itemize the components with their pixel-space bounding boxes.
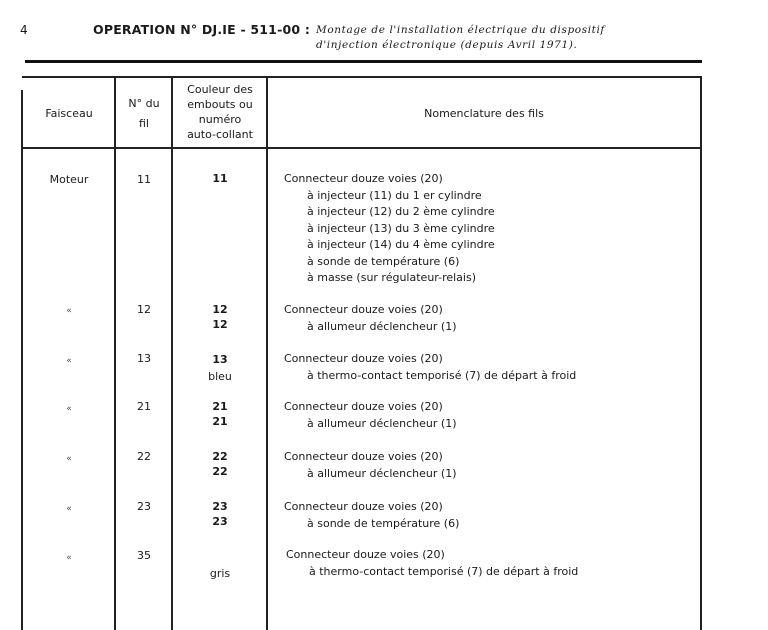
couleur-cell: gris: [209, 567, 231, 580]
couleur-line4: auto-collant: [187, 128, 253, 141]
connector-label: Connecteur douze voies (20): [284, 450, 443, 463]
destination-line: à allumeur déclencheur (1): [307, 466, 457, 480]
couleur-cell: [173, 399, 267, 429]
faisceau-ditto-mark: «: [66, 504, 72, 514]
num-fil-line1: N° du: [128, 97, 160, 110]
connector-label: Connecteur douze voies (20): [284, 172, 443, 185]
destination-line: à allumeur déclencheur (1): [307, 416, 457, 430]
nomenclature-cell: [284, 399, 457, 432]
couleur-line2: embouts ou: [187, 98, 253, 111]
couleur-value: 23: [212, 500, 228, 513]
destination-line: à sonde de température (6): [307, 254, 460, 268]
couleur-value: 12: [212, 318, 228, 331]
fil-cell: 13: [137, 352, 151, 365]
couleur-cell: [173, 351, 267, 385]
couleur-line1: Couleur des: [187, 83, 253, 96]
destination-line: à injecteur (11) du 1 er cylindre: [307, 188, 482, 202]
destination-line: à injecteur (13) du 3 ème cylindre: [307, 221, 495, 235]
couleur-cell: [173, 499, 267, 529]
connector-label: Connecteur douze voies (20): [284, 352, 443, 365]
fil-cell: 23: [137, 500, 151, 513]
faisceau-cell: Moteur: [49, 173, 89, 186]
couleur-value: 12: [212, 303, 228, 316]
couleur-value: 22: [212, 465, 228, 478]
header-bottom-border: [22, 147, 702, 149]
couleur-value: 13: [212, 353, 228, 366]
destination-line: à thermo-contact temporisé (7) de départ à froid: [309, 564, 579, 578]
page-number: 4: [20, 23, 28, 37]
faisceau-ditto-mark: «: [66, 306, 72, 316]
fil-cell: 11: [137, 173, 151, 186]
header-rule: [25, 60, 702, 63]
num-fil-line2: fil: [139, 117, 149, 130]
destination-line: à masse (sur régulateur-relais): [307, 271, 476, 284]
table-right-border: [700, 77, 702, 630]
couleur-value: 22: [212, 450, 228, 463]
destination-line: à allumeur déclencheur (1): [307, 319, 457, 333]
connector-label: Connecteur douze voies (20): [284, 303, 443, 316]
faisceau-ditto-mark: «: [66, 454, 72, 464]
column-header-num-fil: [116, 94, 172, 134]
nomenclature-cell: [286, 547, 578, 580]
couleur-value: 23: [212, 515, 228, 528]
couleur-cell: 11: [212, 172, 228, 185]
destination-line: à thermo-contact temporisé (7) de départ à froid: [307, 368, 577, 382]
nomenclature-cell: [284, 499, 459, 532]
operation-code: OPERATION N° DJ.IE - 511-00 :: [93, 22, 311, 37]
fil-cell: 35: [137, 549, 151, 562]
fil-cell: 22: [137, 450, 151, 463]
couleur-value: 21: [212, 415, 228, 428]
operation-title-line2: d'injection électronique (depuis Avril 1971).: [316, 39, 578, 51]
connector-label: Connecteur douze voies (20): [284, 500, 443, 513]
destination-line: à injecteur (14) du 4 ème cylindre: [307, 238, 495, 251]
column-header-couleur: [173, 82, 267, 142]
column-header-nomenclature: Nomenclature des fils: [424, 107, 544, 120]
connector-label: Connecteur douze voies (20): [284, 400, 443, 413]
couleur-cell: [173, 302, 267, 332]
nomenclature-cell: [284, 449, 457, 482]
couleur-value: bleu: [208, 370, 232, 383]
column-header-faisceau: Faisceau: [45, 107, 93, 120]
faisceau-ditto-mark: «: [66, 553, 72, 563]
couleur-line3: numéro: [198, 113, 242, 126]
operation-title-line1: Montage de l'installation électrique du dispositif: [316, 24, 605, 36]
connector-label: Connecteur douze voies (20): [286, 548, 445, 561]
nomenclature-cell: [284, 302, 457, 335]
couleur-cell: [173, 449, 267, 479]
couleur-value: 21: [212, 400, 228, 413]
fil-cell: 21: [137, 400, 151, 413]
destination-line: à injecteur (12) du 2 ème cylindre: [307, 205, 495, 218]
fil-cell: 12: [137, 303, 151, 316]
faisceau-ditto-mark: «: [66, 356, 72, 366]
nomenclature-cell: [284, 351, 576, 384]
nomenclature-cell: [284, 171, 495, 287]
table-top-border: [22, 76, 702, 78]
operation-title: [316, 23, 605, 53]
faisceau-ditto-mark: «: [66, 404, 72, 414]
destination-line: à sonde de température (6): [307, 516, 460, 530]
